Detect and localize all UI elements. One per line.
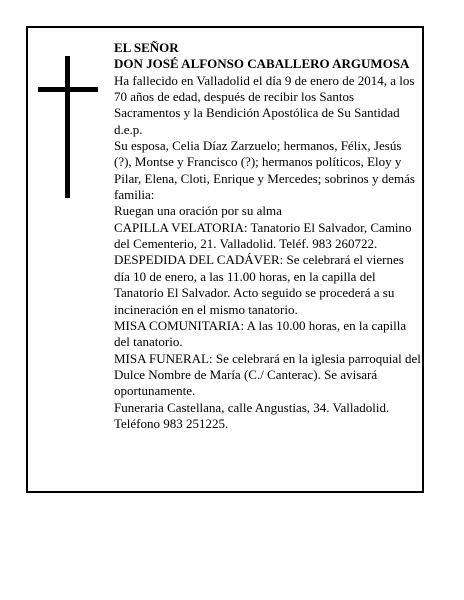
funeral-mass-info: MISA FUNERAL: Se celebrará en la iglesia parroquial del Dulce Nombre de María (C./ Canterac). Se avisará oportunamente.	[114, 350, 421, 399]
community-mass-info: MISA COMUNITARIA: A las 10.00 horas, en la capilla del tanatorio.	[114, 317, 407, 350]
death-announcement: Ha fallecido en Valladolid el día 9 de enero de 2014, a los 70 años de edad, después de recibir los Santos Sacramentos y la Bendición Apostólica de Su Santidad d.e.p.	[114, 72, 415, 137]
cross-icon	[38, 56, 98, 198]
cross-horizontal-bar	[38, 87, 98, 92]
prayer-request: Ruegan una oración por su alma	[114, 203, 282, 219]
wake-chapel-info: CAPILLA VELATORIA: Tanatorio El Salvador, Camino del Cementerio, 21. Valladolid. Teléf. 983 260722.	[114, 219, 412, 252]
cross-vertical-bar	[65, 56, 70, 198]
obituary-text	[114, 40, 422, 432]
funeral-home-info: Funeraria Castellana, calle Angustias, 34. Valladolid. Teléfono 983 251225.	[114, 399, 390, 431]
heading-line-1: EL SEÑOR	[114, 40, 179, 55]
deceased-name: DON JOSÉ ALFONSO CABALLERO ARGUMOSA	[114, 56, 410, 72]
family-list: Su esposa, Celia Díaz Zarzuelo; hermanos, Félix, Jesús (?), Montse y Francisco (?); hermanos políticos, Eloy y Pilar, Elena, Cloti, Enrique y Mercedes; sobrinos y demás familia:	[114, 138, 415, 203]
obituary-notice-frame	[26, 26, 424, 493]
farewell-info: DESPEDIDA DEL CADÁVER: Se celebrará el viernes día 10 de enero, a las 11.00 horas, en la capilla del Tanatorio El Salvador. Acto seguido se procederá a su incineración en el mismo tanatorio.	[114, 252, 404, 317]
